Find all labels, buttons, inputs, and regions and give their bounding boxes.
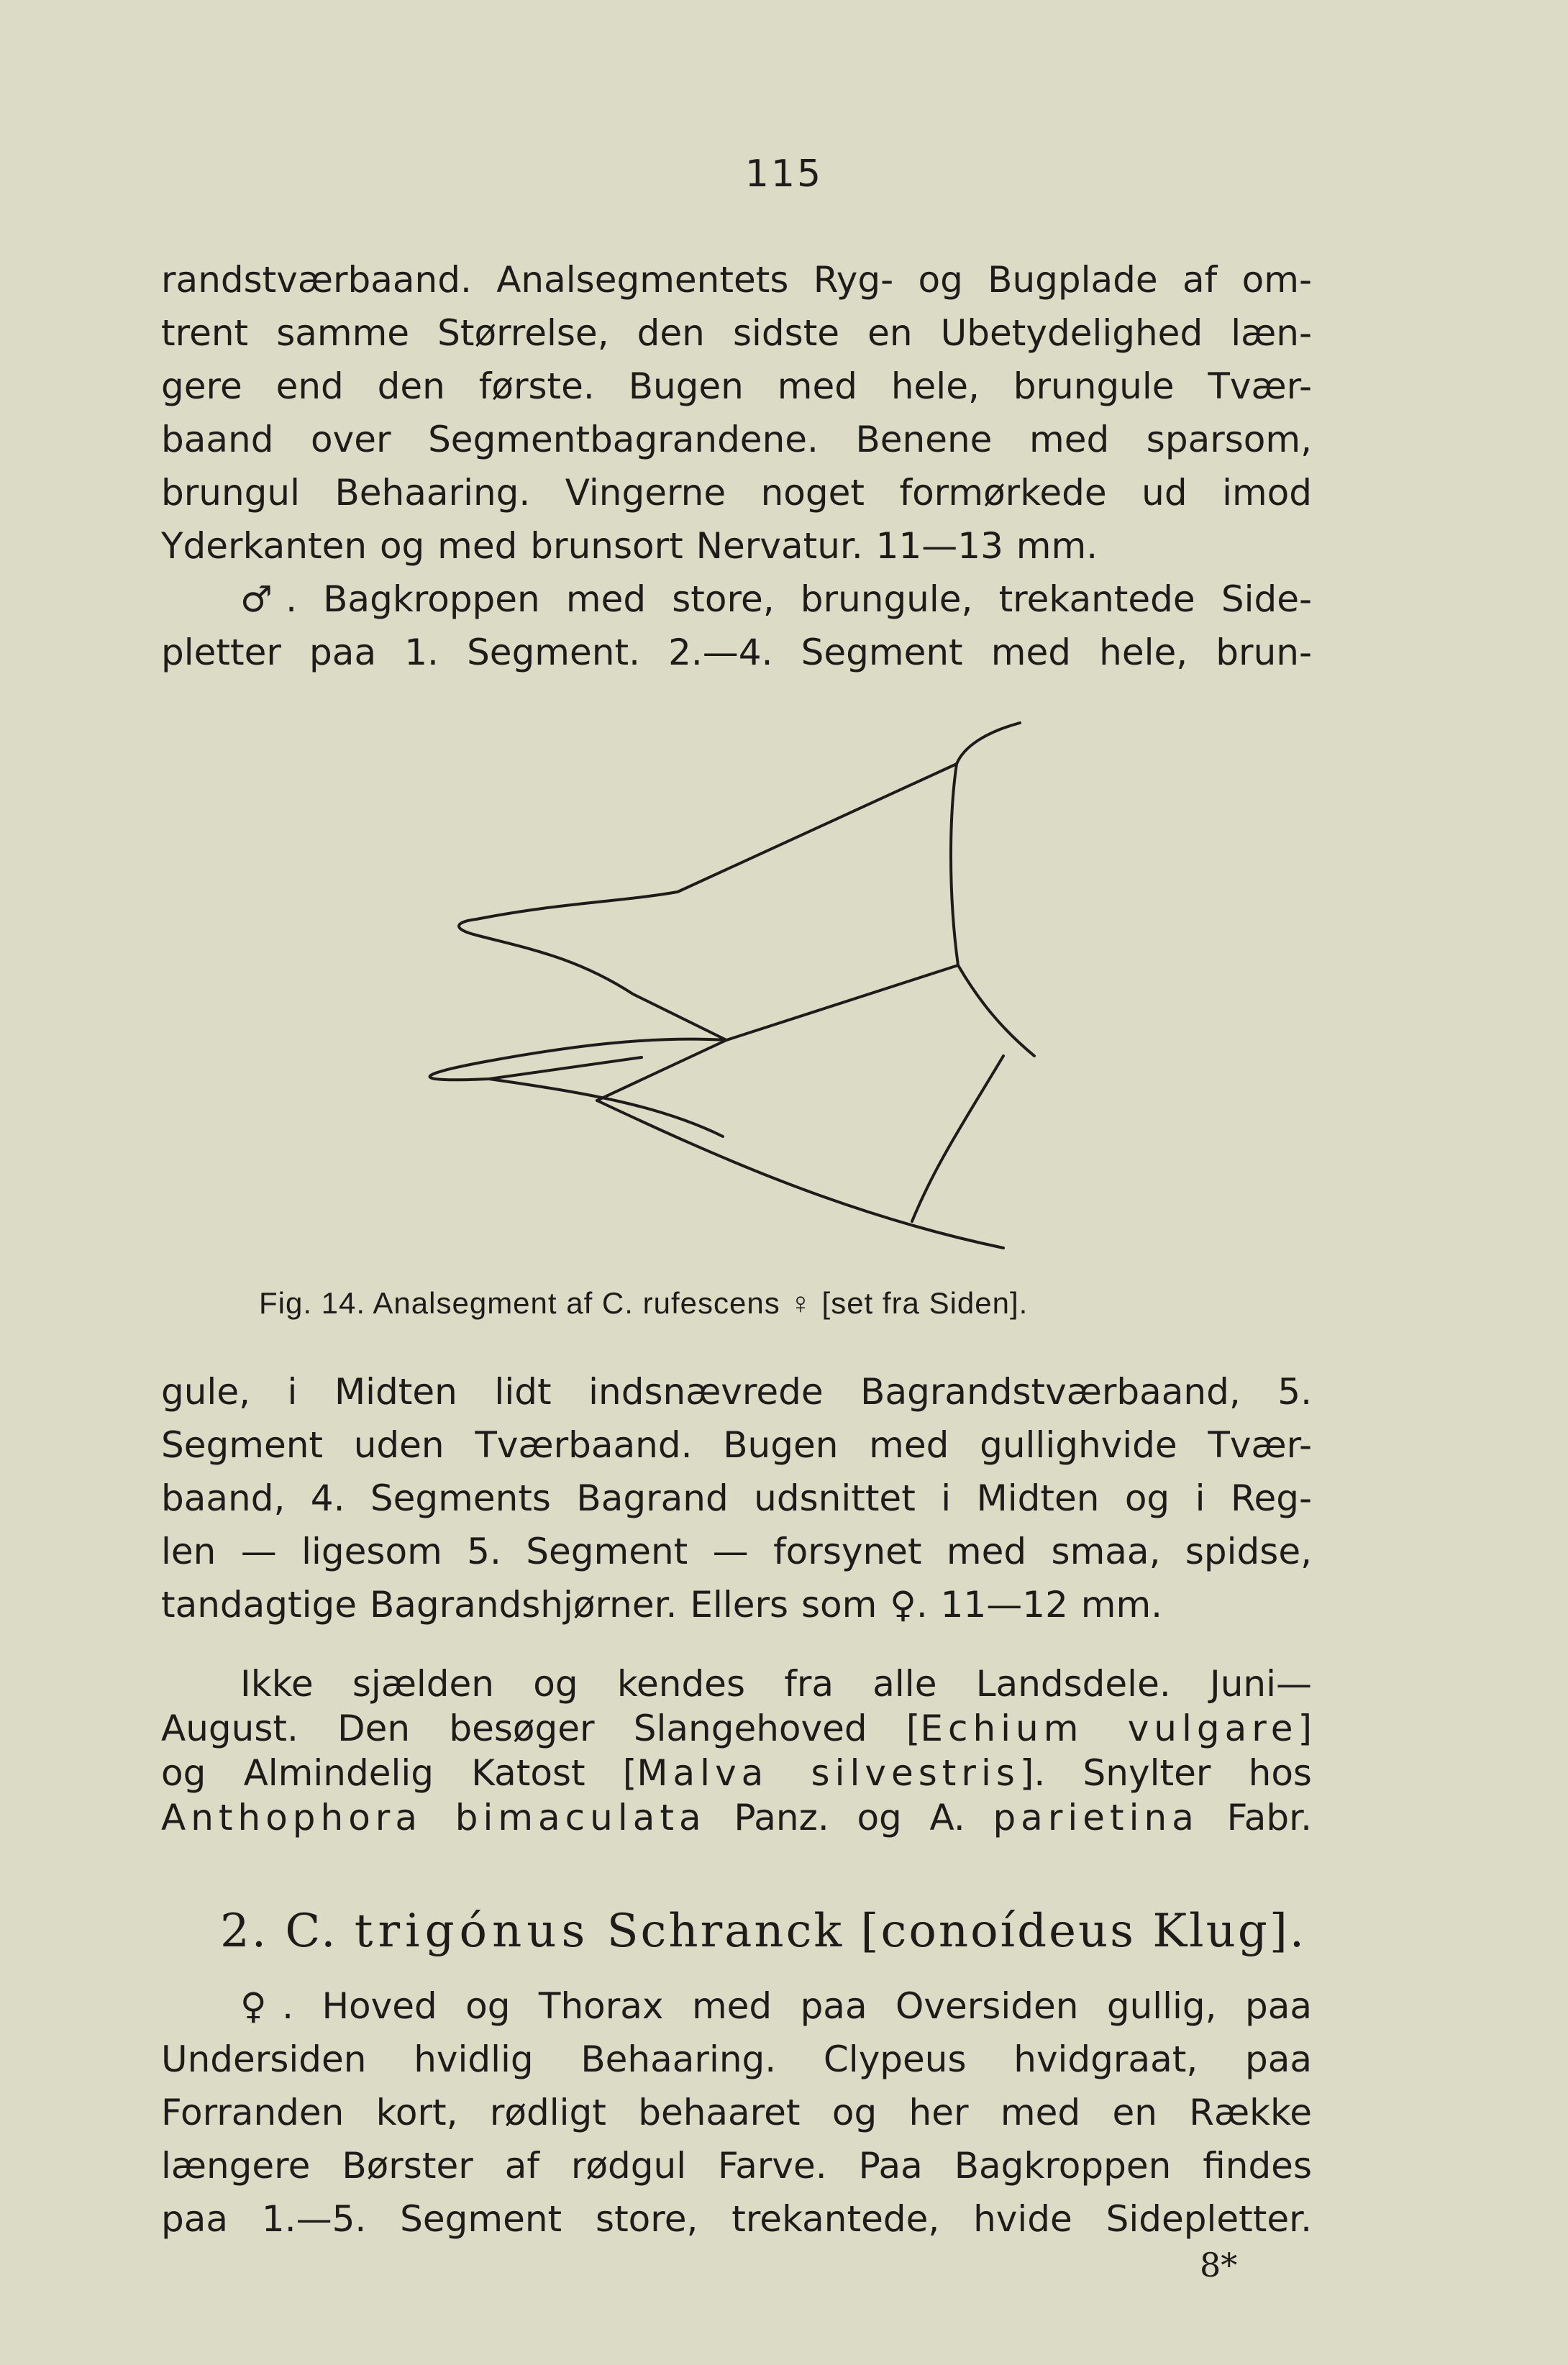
text-run: Fabr. — [1198, 1797, 1312, 1838]
text-line: baand, 4. Segments Bagrand udsnittet i Midten og i Reg- — [161, 1477, 1312, 1519]
text-line: trent samme Størrelse, den sidste en Ubetydelighed læn- — [161, 312, 1312, 354]
species-name: parietina — [993, 1797, 1199, 1838]
figure-front-edge — [912, 1056, 1003, 1221]
figure-ventral-line — [489, 1079, 723, 1136]
text-run: August. Den besøger Slangehoved [ — [161, 1708, 921, 1749]
paragraph-2 — [161, 1365, 1312, 1631]
heading-species: trigónus — [354, 1905, 591, 1958]
species-name: Anthophora bimaculata — [161, 1797, 706, 1838]
text-line: Yderkanten og med brunsort Nervatur. 11—13 mm. — [161, 525, 1098, 567]
text-line: gere end den første. Bugen med hele, brungule Tvær- — [161, 365, 1312, 407]
text-run: Panz. og A. — [706, 1797, 993, 1838]
text-line: ♀. Hoved og Thorax med paa Oversiden gullig, paa — [240, 1985, 1312, 2027]
figure-upper-outline — [459, 723, 1020, 1040]
text-line: Ikke sjælden og kendes fra alle Landsdele. Juni— — [240, 1663, 1312, 1705]
species-name: Malva silvestris — [637, 1752, 1020, 1794]
text-line — [161, 1751, 1312, 1795]
text-line: ♂. Bagkroppen med store, brungule, trekantede Side- — [240, 578, 1312, 620]
text-line: Forranden kort, rødligt behaaret og her med en Række — [161, 2092, 1312, 2133]
text-line: len — ligesom 5. Segment — forsynet med smaa, spidse, — [161, 1531, 1312, 1572]
figure-caption: Fig. 14. Analsegment af C. rufescens ♀ [set fra Siden]. — [259, 1286, 1029, 1320]
text-line: Segment uden Tværbaand. Bugen med gullighvide Tvær- — [161, 1424, 1312, 1466]
text-line: paa 1.—5. Segment store, trekantede, hvide Sidepletter. — [161, 2198, 1312, 2240]
text-line: brungul Behaaring. Vingerne noget formørkede ud imod — [161, 472, 1312, 514]
text-line — [161, 1795, 1312, 1840]
text-run: ] — [1298, 1708, 1312, 1749]
text-line: tandagtige Bagrandshjørner. Ellers som ♀. 11—12 mm. — [161, 1584, 1163, 1626]
text-line: randstværbaand. Analsegmentets Ryg- og Bugplade af om- — [161, 259, 1312, 301]
text-line: pletter paa 1. Segment. 2.—4. Segment med hele, brun- — [161, 632, 1312, 673]
figure-mid-edge — [597, 965, 958, 1101]
text-run: og Almindelig Katost [ — [161, 1752, 637, 1794]
figure-bottom-edge — [597, 1101, 1003, 1248]
text-line: baand over Segmentbagrandene. Benene med sparsom, — [161, 419, 1312, 460]
species-name: Echium vulgare — [920, 1708, 1298, 1749]
paragraph-3 — [161, 1662, 1312, 1840]
text-line: længere Børster af rødgul Farve. Paa Bagkroppen findes — [161, 2145, 1312, 2187]
text-run: ]. Snylter hos — [1019, 1752, 1312, 1794]
heading-number: 2. C. — [220, 1905, 355, 1958]
page-number: 115 — [744, 152, 824, 196]
text-line: Undersiden hvidlig Behaaring. Clypeus hvidgraat, paa — [161, 2038, 1312, 2080]
text-line — [161, 1706, 1312, 1751]
heading-rest: Schranck [conoídeus Klug]. — [590, 1905, 1307, 1958]
signature-mark: 8* — [1200, 2246, 1238, 2284]
text-line: gule, i Midten lidt indsnævrede Bagrandstværbaand, 5. — [161, 1371, 1312, 1413]
paragraph-4 — [161, 1979, 1312, 2246]
figure-back-edge — [951, 764, 1034, 1056]
section-heading — [220, 1905, 1306, 1958]
